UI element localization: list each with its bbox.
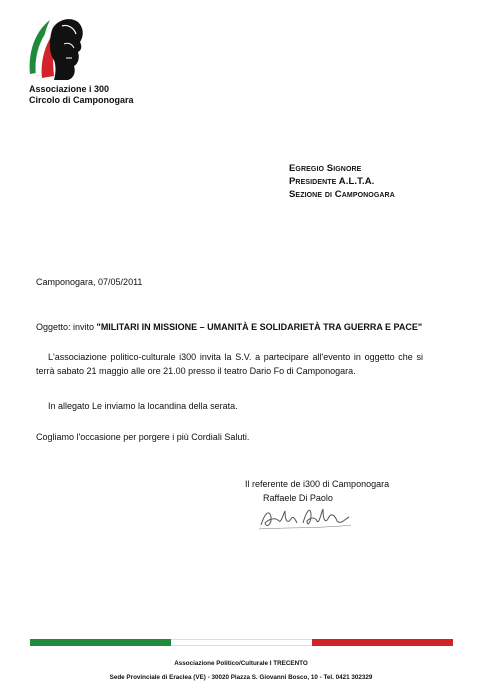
handwritten-signature-icon bbox=[257, 499, 353, 535]
org-branch: Circolo di Camponogara bbox=[29, 95, 134, 105]
recipient-line-1: Egregio Signore bbox=[289, 163, 362, 174]
subject-prefix: Oggetto: invito bbox=[36, 322, 97, 332]
attachment-paragraph: In allegato Le inviamo la locandina della serata. bbox=[48, 401, 238, 411]
recipient-address bbox=[289, 162, 395, 201]
date-line: Camponogara, 07/05/2011 bbox=[36, 277, 143, 287]
footer-address: Sede Provinciale di Eraclea (VE) - 30020 Piazza S. Giovanni Bosco, 10 - Tel. 0421 302329 bbox=[109, 674, 373, 681]
flag-red-stripe bbox=[312, 639, 453, 646]
recipient-line-2: Presidente A.L.T.A. bbox=[289, 176, 375, 187]
flag-green-stripe bbox=[30, 639, 171, 646]
organization-header bbox=[29, 84, 134, 106]
footer-organization: Associazione Politico/Culturale I TRECENTO bbox=[174, 660, 308, 667]
helmeted-soldier-head-logo-icon bbox=[26, 14, 88, 82]
flag-white-stripe bbox=[171, 639, 312, 646]
signer-name: Raffaele Di Paolo bbox=[263, 493, 333, 503]
italian-flag-bar bbox=[30, 639, 453, 646]
org-name: Associazione i 300 bbox=[29, 84, 110, 94]
invitation-paragraph: L'associazione politico-culturale i300 invita la S.V. a partecipare all'evento in oggetto che si terrà sabato 21 maggio alle ore 21.00 presso il teatro Dario Fo di Camponogara. bbox=[36, 352, 423, 376]
subject-line bbox=[36, 320, 423, 334]
signer-role: Il referente de i300 di Camponogara bbox=[245, 479, 390, 489]
recipient-line-3: Sezione di Camponogara bbox=[289, 189, 395, 200]
subject-title: "MILITARI IN MISSIONE – UMANITÀ E SOLIDARIETÀ TRA GUERRA E PACE" bbox=[96, 322, 423, 332]
closing-paragraph: Cogliamo l'occasione per porgere i più Cordiali Saluti. bbox=[36, 432, 250, 442]
